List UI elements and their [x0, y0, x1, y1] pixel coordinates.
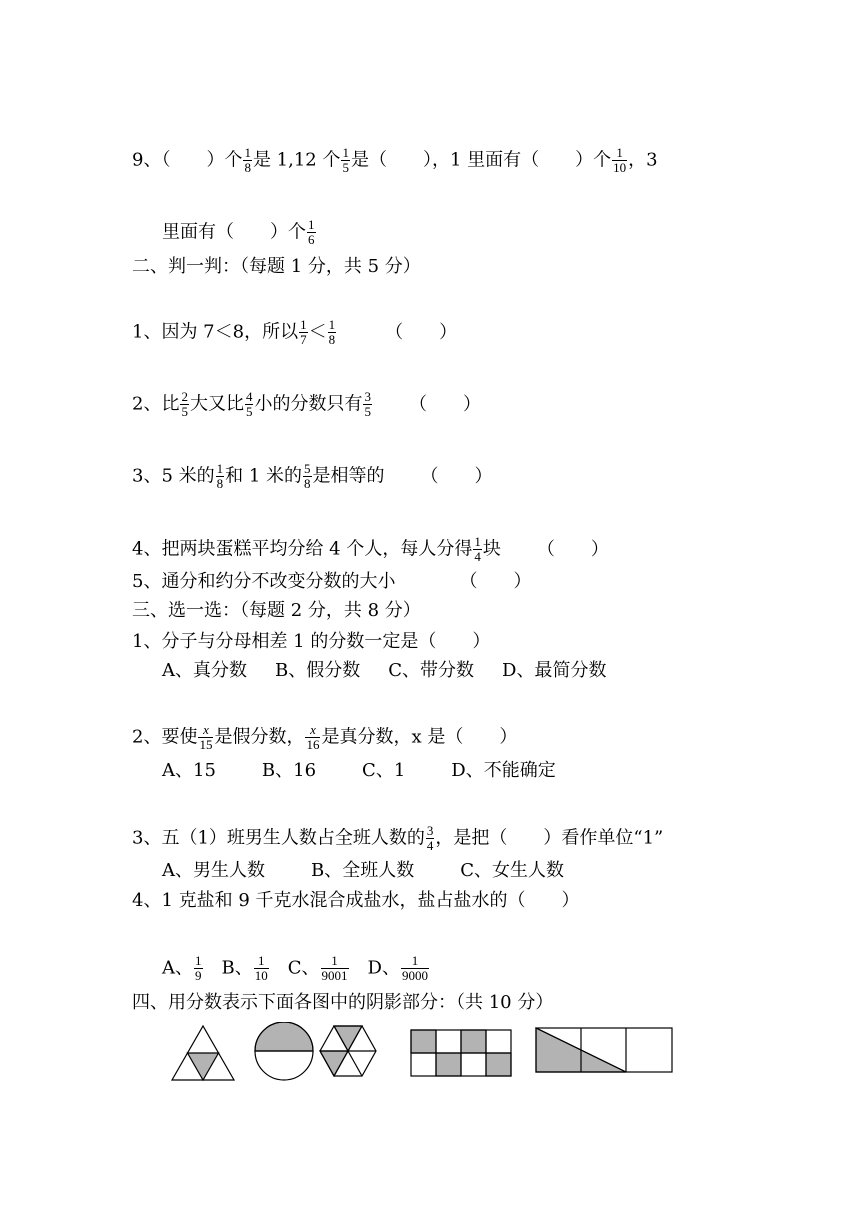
- q9-line2: [162, 218, 317, 247]
- choice-q2-stem: 2、要使 $\frac{x}{15}$ 是假分数， $\frac{x}{16}$ 是真分数，x 是（ ）: [132, 722, 518, 752]
- choice-q1-options: [162, 660, 606, 682]
- q9-fraction-1: $\frac{1}{8}$: [244, 145, 251, 175]
- q9-fraction-4: $\frac{1}{6}$: [308, 217, 315, 247]
- choice-q3-options: [162, 860, 564, 882]
- q9-fraction-3: $\frac{1}{10}$: [613, 145, 627, 175]
- figures-svg: [168, 1022, 688, 1084]
- fraction: $\frac{x}{16}$: [306, 722, 320, 752]
- fraction: $\frac{3}{4}$: [426, 823, 434, 853]
- fraction: $\frac{1}{7}$: [300, 317, 307, 347]
- answer-blank[interactable]: （ ）: [536, 538, 609, 560]
- shaded-region: [411, 1030, 436, 1053]
- answer-blank[interactable]: （ ）: [408, 393, 481, 415]
- option-a[interactable]: A、 $\frac{1}{9}$: [162, 953, 202, 983]
- q9-text-2: 是 1,12 个: [252, 149, 341, 171]
- shaded-region: [255, 1022, 313, 1051]
- judge-q2: 2、比 $\frac{2}{5}$ 大又比 $\frac{4}{5}$ 小的分数只有 $\frac{3}{5}$ （ ）: [132, 389, 481, 419]
- fraction: $\frac{1}{9}$: [195, 953, 202, 983]
- section-2-title: 二、判一判：（每题 1 分，共 5 分）: [132, 256, 421, 277]
- option-c[interactable]: C、1: [362, 760, 406, 781]
- fraction: $\frac{x}{15}$: [199, 722, 213, 752]
- q9-fraction-2: $\frac{1}{5}$: [342, 145, 349, 175]
- section-4-title: 四、用分数表示下面各图中的阴影部分：（共 10 分）: [132, 992, 554, 1013]
- q9-text-3: 是（ ），1 里面有（ ）个: [350, 149, 612, 171]
- judge-q5: 5、通分和约分不改变分数的大小 （ ）: [132, 571, 532, 592]
- fraction: $\frac{1}{10}$: [254, 953, 268, 983]
- option-b[interactable]: B、假分数: [275, 660, 361, 681]
- option-a[interactable]: A、男生人数: [162, 860, 265, 881]
- section-3-title: 三、选一选：（每题 2 分，共 8 分）: [132, 600, 421, 621]
- fraction: $\frac{1}{9000}$: [401, 953, 428, 983]
- option-b[interactable]: B、 $\frac{1}{10}$: [221, 953, 268, 983]
- q9-text-1: 9、（ ）个: [132, 149, 243, 171]
- fraction: $\frac{1}{4}$: [474, 534, 481, 564]
- figure-rectangle: [536, 1028, 672, 1072]
- shaded-figures: [168, 1022, 688, 1084]
- choice-q1-stem: 1、分子与分母相差 1 的分数一定是（ ）: [132, 631, 491, 652]
- q9-line1: [132, 146, 658, 175]
- option-a[interactable]: A、15: [162, 760, 216, 781]
- figure-hexagon: [320, 1026, 376, 1076]
- option-c[interactable]: C、带分数: [388, 660, 475, 681]
- fraction: $\frac{1}{9001}$: [321, 953, 348, 983]
- option-c[interactable]: C、女生人数: [460, 860, 565, 881]
- shaded-region: [188, 1053, 219, 1080]
- choice-q3-stem: 3、五（1）班男生人数占全班人数的 $\frac{3}{4}$ ，是把（ ）看作单位“1”: [132, 823, 664, 853]
- choice-q4-stem: 4、1 克盐和 9 千克水混合成盐水，盐占盐水的（ ）: [132, 890, 580, 911]
- choice-q4-options: [162, 954, 430, 983]
- shaded-region: [320, 1051, 348, 1076]
- judge-q1: 1、因为 7＜8，所以 $\frac{1}{7}$ ＜ $\frac{1}{8}$ （ ）: [132, 317, 458, 347]
- shaded-region: [334, 1026, 362, 1051]
- choice-q2-options: [162, 760, 556, 782]
- fraction: $\frac{1}{8}$: [216, 461, 224, 491]
- option-a[interactable]: A、真分数: [162, 660, 247, 681]
- option-d[interactable]: D、 $\frac{1}{9000}$: [367, 953, 428, 983]
- answer-blank[interactable]: （ ）: [385, 321, 458, 343]
- figure-grid: [411, 1030, 511, 1076]
- figure-circle: [255, 1022, 313, 1080]
- option-c[interactable]: C、 $\frac{1}{9001}$: [287, 953, 348, 983]
- fraction: $\frac{5}{8}$: [304, 461, 311, 491]
- option-d[interactable]: D、不能确定: [451, 760, 556, 781]
- answer-blank[interactable]: （ ）: [459, 571, 532, 592]
- option-d[interactable]: D、最简分数: [502, 660, 607, 681]
- shaded-region: [486, 1053, 511, 1076]
- judge-q4: 4、把两块蛋糕平均分给 4 个人，每人分得 $\frac{1}{4}$ 块 （ ）: [132, 534, 609, 564]
- fraction: $\frac{2}{5}$: [181, 389, 188, 419]
- q9-text-4: ，3: [628, 149, 658, 171]
- q9-text-5: 里面有（ ）个: [162, 221, 306, 243]
- shaded-region: [436, 1053, 461, 1076]
- option-b[interactable]: B、16: [261, 760, 317, 781]
- fraction: $\frac{4}{5}$: [245, 389, 253, 419]
- fraction: $\frac{1}{8}$: [328, 317, 336, 347]
- figure-triangle: [172, 1026, 234, 1080]
- option-b[interactable]: B、全班人数: [311, 860, 415, 881]
- fraction: $\frac{3}{5}$: [364, 389, 371, 419]
- shaded-region: [461, 1030, 486, 1053]
- judge-q3: 3、5 米的 $\frac{1}{8}$ 和 1 米的 $\frac{5}{8}$ 是相等的 （ ）: [132, 461, 493, 491]
- answer-blank[interactable]: （ ）: [420, 465, 493, 487]
